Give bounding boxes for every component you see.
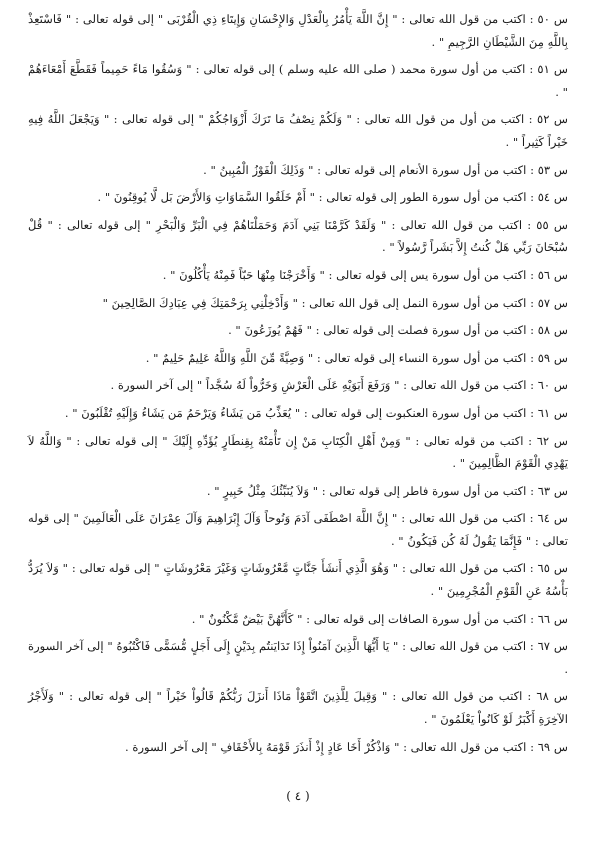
question-item: س ٦٩ : اكتب من قول الله تعالى : " وَاذْكُرْ أَخَا عَادٍ إِذْ أَنذَرَ قَوْمَهُ بِالأَحْقَافِ " إلى آخر السورة .	[125, 739, 568, 754]
question-item: س ٥١ : اكتب من أول سورة محمد ( صلى الله عليه وسلم ) إلى قوله تعالى : " وَسُقُوا مَاءً حَمِيماً فَقَطَّعَ أَمْعَاءَهُمْ " .	[28, 62, 568, 99]
question-item: س ٥٩ : اكتب من أول سورة النساء إلى قوله تعالى : " وَصِيَّةً مِّنَ اللَّهِ وَاللَّهُ عَلِيمٌ حَلِيمٌ " .	[145, 350, 568, 365]
question-item: س ٦٥ : اكتب من قول الله تعالى : " وَهُوَ الَّذِي أَنشَأَ جَنَّاتٍ مَّعْرُوشَاتٍ وَغَيْرَ مَعْرُوشَاتٍ " إلى قوله تعالى : " وَلاَ يُرَدُّ بَأْسُهُ عَنِ الْقَوْمِ الْمُجْرِمِينَ " .	[28, 561, 568, 599]
question-item: س ٥٧ : اكتب من أول سورة النمل إلى قول الله تعالى : " وَأَدْخِلْنِي بِرَحْمَتِكَ فِي عِبَادِكَ الصَّالِحِينَ "	[102, 295, 568, 310]
question-item: س ٦٠ : اكتب من قول الله تعالى : " وَرَفَعَ أَبَوَيْهِ عَلَى الْعَرْشِ وَخَرُّواْ لَهُ سُجَّداً " إلى آخر السورة .	[110, 378, 568, 393]
question-item: س ٥٥ : اكتب من قول الله تعالى : " وَلَقَدْ كَرَّمْنَا بَنِي آدَمَ وَحَمَلْنَاهُمْ فِي الْبَرِّ وَالْبَحْرِ " إلى قوله تعالى : " قُلْ سُبْحَانَ رَبِّي هَلْ كُنتُ إِلاَّ بَشَراً رَّسُولاً " .	[28, 217, 568, 255]
question-item: س ٥٤ : اكتب من أول سورة الطور إلى قوله تعالى : " أَمْ خَلَقُوا السَّمَاوَاتِ وَالأَرْضَ بَل لَّا يُوقِنُونَ " .	[97, 190, 568, 205]
question-item: س ٥٦ : اكتب من أول سورة يس إلى قوله تعالى : " وَأَخْرَجْنَا مِنْهَا حَبّاً فَمِنْهُ يَأْكُلُونَ " .	[162, 267, 568, 282]
page-number: ( ٤ )	[286, 789, 310, 803]
question-list	[28, 8, 568, 763]
question-item: س ٥٢ : اكتب من أول من قول الله تعالى : " وَلَكُمْ نِصْفُ مَا تَرَكَ أَزْوَاجُكُمْ " إلى قوله تعالى : " وَيَجْعَلَ اللَّهُ فِيهِ خَيْراً كَثِيراً " .	[28, 112, 568, 149]
question-item: س ٥٨ : اكتب من أول سورة فصلت إلى قوله تعالى : " فَهُمْ يُوزَعُونَ " .	[228, 323, 568, 338]
question-item: س ٥٠ : اكتب من قول الله تعالى : " إِنَّ اللَّهَ يَأْمُرُ بِالْعَدْلِ وَالإِحْسَانِ وَإِيتَاءِ ذِي الْقُرْبَى " إلى قوله تعالى : " فَاسْتَعِذْ بِاللَّهِ مِنَ الشَّيْطَانِ الرَّجِيمِ " .	[28, 12, 569, 49]
question-item: س ٦٣ : اكتب من أول سورة فاطر إلى قوله تعالى : " وَلاَ يُنَبِّئُكَ مِثْلُ خَبِيرٍ " .	[206, 483, 568, 498]
question-item: س ٦٢ : اكتب من قوله تعالى : " وَمِنْ أَهْلِ الْكِتَابِ مَنْ إِن تَأْمَنْهُ بِقِنطَارٍ يُؤَدِّهِ إِلَيْكَ " إلى قوله تعالى : " وَاللَّهُ لاَ يَهْدِي الْقَوْمَ الظَّالِمِينَ " .	[28, 433, 568, 471]
question-item: س ٦٧ : اكتب من قول الله تعالى : " يَا أَيُّهَا الَّذِينَ آمَنُواْ إِذَا تَدَايَنتُم بِدَيْنٍ إِلَى أَجَلٍ مُّسَمًّى فَاكْتُبُوهُ " إلى آخر السورة .	[28, 639, 569, 676]
question-item: س ٦٦ : اكتب من أول سورة الصافات إلى قوله تعالى : " كَأَنَّهُنَّ بَيْضٌ مَّكْنُونٌ " .	[191, 611, 568, 626]
question-item: س ٦٤ : اكتب من قول الله تعالى : " إِنَّ اللَّهَ اصْطَفَى آدَمَ وَنُوحاً وَآلَ إِبْرَاهِيمَ وَآلَ عِمْرَانَ عَلَى الْعَالَمِينَ " إلى قوله تعالى : " فَإِنَّمَا يَقُولُ لَهُ كُن فَيَكُونُ " .	[28, 511, 569, 548]
question-item: س ٦٨ : اكتب من قول الله تعالى : " وَقِيلَ لِلَّذِينَ اتَّقَوْاْ مَاذَا أَنزَلَ رَبُّكُمْ قَالُواْ خَيْراً " إلى قوله تعالى : " وَلَأَجْرُ الآخِرَةِ أَكْبَرُ لَوْ كَانُواْ يَعْلَمُونَ " .	[28, 689, 568, 727]
question-item: س ٦١ : اكتب من أول سورة العنكبوت إلى قوله تعالى : " يُعَذِّبُ مَن يَشَاءُ وَيَرْحَمُ مَن يَشَاءُ وَإِلَيْهِ تُقْلَبُونَ " .	[64, 405, 568, 420]
question-item: س ٥٣ : اكتب من أول سورة الأنعام إلى قوله تعالى : " وَذَلِكَ الْفَوْزُ الْمُبِينُ " .	[203, 162, 568, 177]
